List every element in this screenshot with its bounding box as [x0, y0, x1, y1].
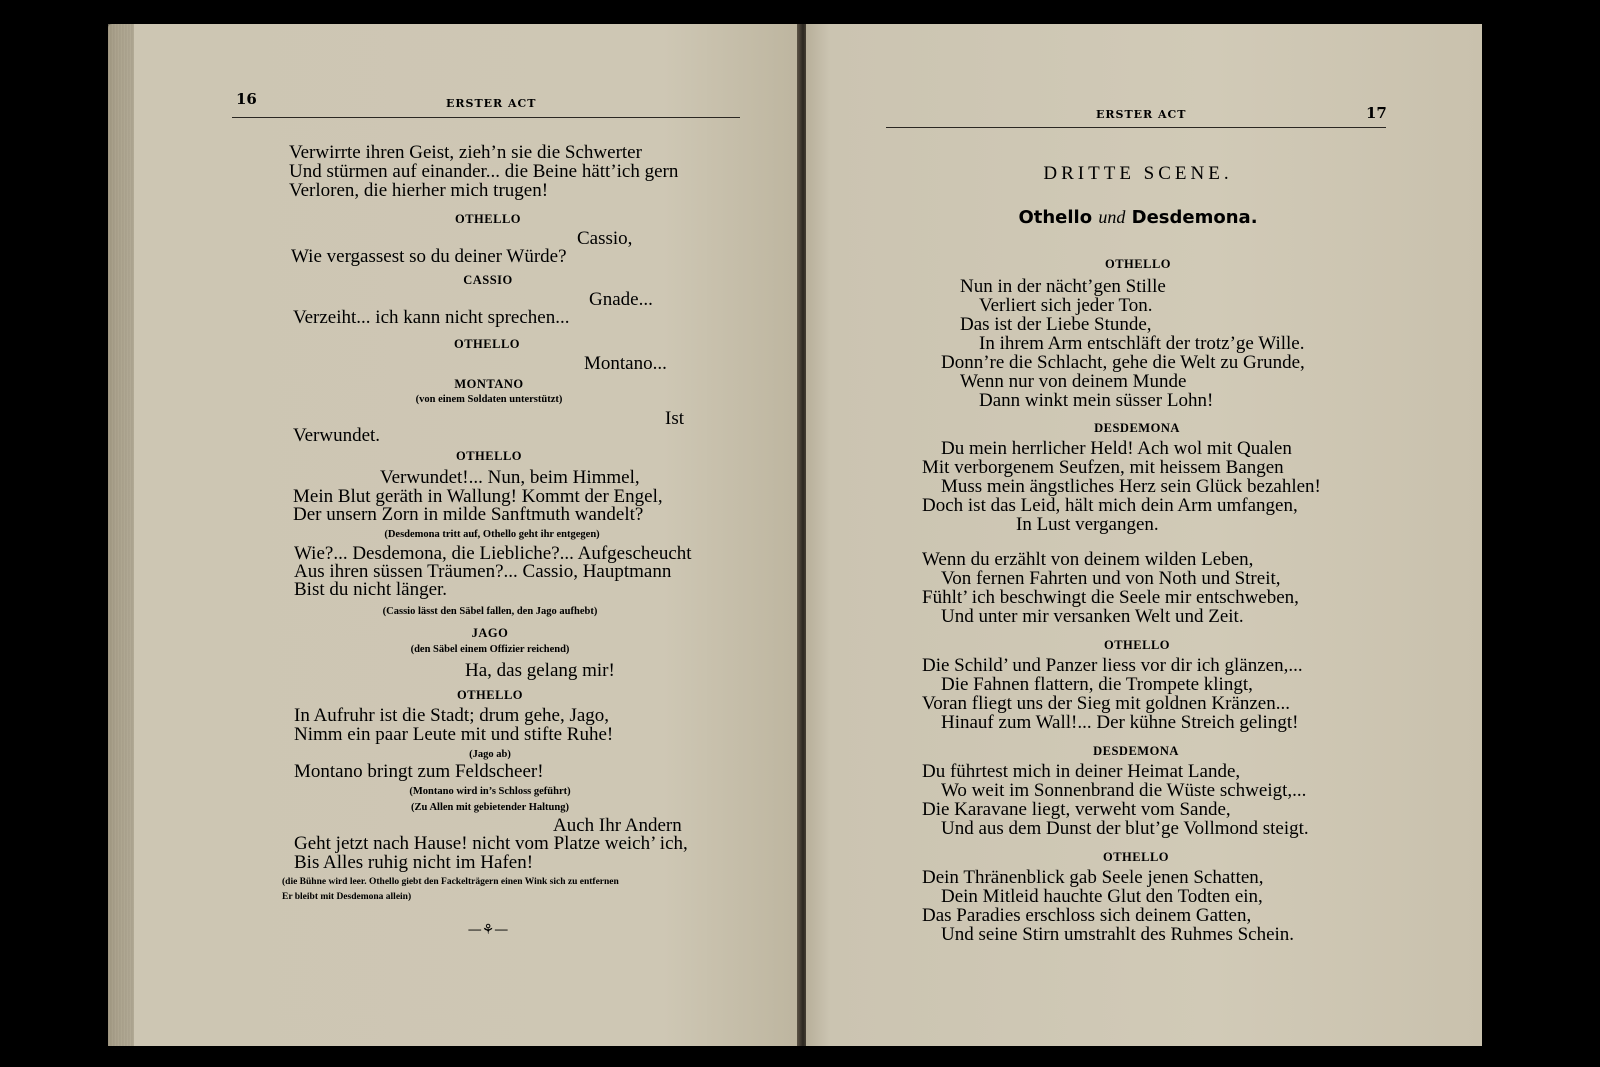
verse-line: Und unter mir versanken Welt und Zeit.: [941, 606, 1244, 627]
verse-line: Ha, das gelang mir!: [465, 660, 615, 681]
verse-line: Du mein herrlicher Held! Ach wol mit Qualen: [941, 438, 1292, 459]
verse-line: Dein Thränenblick gab Seele jenen Schatten,: [922, 867, 1264, 888]
verse-line: Dann winkt mein süsser Lohn!: [979, 390, 1214, 411]
verse-line: Geht jetzt nach Hause! nicht vom Platze weich’ ich,: [294, 833, 688, 854]
stage-direction: (Cassio lässt den Säbel fallen, den Jago aufhebt): [382, 606, 598, 617]
stage-direction: (von einem Soldaten unterstützt): [415, 394, 563, 405]
speaker-name: MONTANO: [454, 377, 524, 391]
speaker-name: OTHELLO: [455, 449, 523, 463]
stage-direction: (Zu Allen mit gebietender Haltung): [411, 802, 569, 813]
verse-line: Wie vergassest so du deiner Würde?: [291, 246, 567, 267]
verse-line: Die Karavane liegt, verweht vom Sande,: [922, 799, 1231, 820]
verse-line: In Aufruhr ist die Stadt; drum gehe, Jago,: [294, 705, 610, 726]
verse-line: Wie?... Desdemona, die Liebliche?... Aufgescheucht: [294, 543, 692, 564]
right-page-number: 17: [1366, 104, 1387, 122]
stage-direction: (Jago ab): [469, 749, 511, 760]
ornament-divider: —⚘—: [467, 922, 509, 938]
verse-line: Auch Ihr Andern: [553, 815, 682, 836]
verse-line: Cassio,: [577, 228, 633, 249]
left-header-rule: [232, 117, 740, 118]
speaker-name: DESDEMONA: [1094, 421, 1180, 435]
scene-title: DRITTE SCENE.: [1043, 163, 1233, 184]
verse-line: Verwundet.: [293, 425, 381, 446]
left-page-number: 16: [236, 90, 257, 108]
speaker-name: OTHELLO: [1102, 850, 1170, 864]
verse-line: Voran fliegt uns der Sieg mit goldnen Kränzen...: [922, 693, 1290, 714]
speaker-name: OTHELLO: [456, 688, 524, 702]
verse-line: Nimm ein paar Leute mit und stifte Ruhe!: [294, 724, 614, 745]
verse-line: Mit verborgenem Seufzen, mit heissem Bangen: [922, 457, 1284, 478]
right-header-rule: [886, 127, 1386, 128]
verse-line: Hinauf zum Wall!... Der kühne Streich gelingt!: [941, 712, 1299, 733]
stage-direction: Er bleibt mit Desdemona allein): [282, 892, 412, 902]
verse-line: Die Fahnen flattern, die Trompete klingt,: [941, 674, 1253, 695]
verse-line: Verloren, die hierher mich trugen!: [289, 180, 549, 201]
speaker-name: JAGO: [471, 626, 509, 640]
verse-line: Und seine Stirn umstrahlt des Ruhmes Schein.: [941, 924, 1295, 945]
verse-line: Wenn du erzählt von deinem wilden Leben,: [922, 549, 1254, 570]
stage-direction: (Montano wird in’s Schloss geführt): [409, 786, 571, 797]
speaker-name: OTHELLO: [1103, 638, 1171, 652]
verse-line: Mein Blut geräth in Wallung! Kommt der Engel,: [293, 486, 663, 507]
verse-line: Und aus dem Dunst der blut’ge Vollmond steigt.: [941, 818, 1309, 839]
scene-cast: [1018, 207, 1257, 228]
verse-line: Von fernen Fahrten und von Noth und Streit,: [941, 568, 1281, 589]
verse-line: Ist: [665, 408, 684, 429]
verse-line: Und stürmen auf einander... die Beine hätt’ich gern: [289, 161, 679, 182]
stage-direction: (die Bühne wird leer. Othello giebt den Fackelträgern einen Wink sich zu entfernen: [282, 877, 619, 887]
verse-line: Montano bringt zum Feldscheer!: [294, 761, 544, 782]
speaker-name: OTHELLO: [454, 212, 522, 226]
verse-line: In ihrem Arm entschläft der trotz’ge Wille.: [979, 333, 1305, 354]
verse-line: Du führtest mich in deiner Heimat Lande,: [922, 761, 1241, 782]
verse-line: Das ist der Liebe Stunde,: [960, 314, 1152, 335]
verse-line: Verliert sich jeder Ton.: [979, 295, 1153, 316]
verse-line: Muss mein ängstliches Herz sein Glück bezahlen!: [941, 476, 1321, 497]
cast-name: Desdemona.: [1131, 207, 1258, 228]
speaker-name: OTHELLO: [1104, 257, 1172, 271]
speaker-name: DESDEMONA: [1093, 744, 1179, 758]
stage-direction: (den Säbel einem Offizier reichend): [410, 644, 570, 655]
verse-line: In Lust vergangen.: [1016, 514, 1159, 535]
speaker-name: CASSIO: [463, 273, 513, 287]
verse-line: Donn’re die Schlacht, gehe die Welt zu Grunde,: [941, 352, 1305, 373]
verse-line: Das Paradies erschloss sich deinem Gatten,: [922, 905, 1252, 926]
verse-line: Verzeiht... ich kann nicht sprechen...: [293, 307, 570, 328]
speaker-name: OTHELLO: [453, 337, 521, 351]
verse-line: Wo weit im Sonnenbrand die Wüste schweigt,...: [941, 780, 1307, 801]
verse-line: Nun in der nächt’gen Stille: [960, 276, 1166, 297]
verse-line: Fühlt’ ich beschwingt die Seele mir entschweben,: [922, 587, 1299, 608]
cast-conjunction: und: [1098, 207, 1126, 227]
verse-line: Wenn nur von deinem Munde: [960, 371, 1187, 392]
cast-name: Othello: [1018, 207, 1093, 228]
verse-line: Dein Mitleid hauchte Glut den Todten ein,: [941, 886, 1263, 907]
page-edges: [108, 24, 134, 1046]
verse-line: Bist du nicht länger.: [294, 579, 448, 600]
verse-line: Montano...: [584, 353, 667, 374]
stage-direction: (Desdemona tritt auf, Othello geht ihr entgegen): [384, 529, 600, 540]
verse-line: Die Schild’ und Panzer liess vor dir ich glänzen,...: [922, 655, 1303, 676]
verse-line: Aus ihren süssen Träumen?... Cassio, Hauptmann: [294, 561, 672, 582]
verse-line: Doch ist das Leid, hält mich dein Arm umfangen,: [922, 495, 1298, 516]
verse-line: Verwundet!... Nun, beim Himmel,: [380, 467, 640, 488]
verse-line: Gnade...: [589, 289, 653, 310]
verse-line: Der unsern Zorn in milde Sanftmuth wandelt?: [293, 504, 644, 525]
verse-line: Verwirrte ihren Geist, zieh’n sie die Schwerter: [289, 142, 642, 163]
left-running-head: ERSTER ACT: [446, 97, 537, 110]
right-running-head: ERSTER ACT: [1096, 108, 1187, 121]
verse-line: Bis Alles ruhig nicht im Hafen!: [294, 852, 534, 873]
